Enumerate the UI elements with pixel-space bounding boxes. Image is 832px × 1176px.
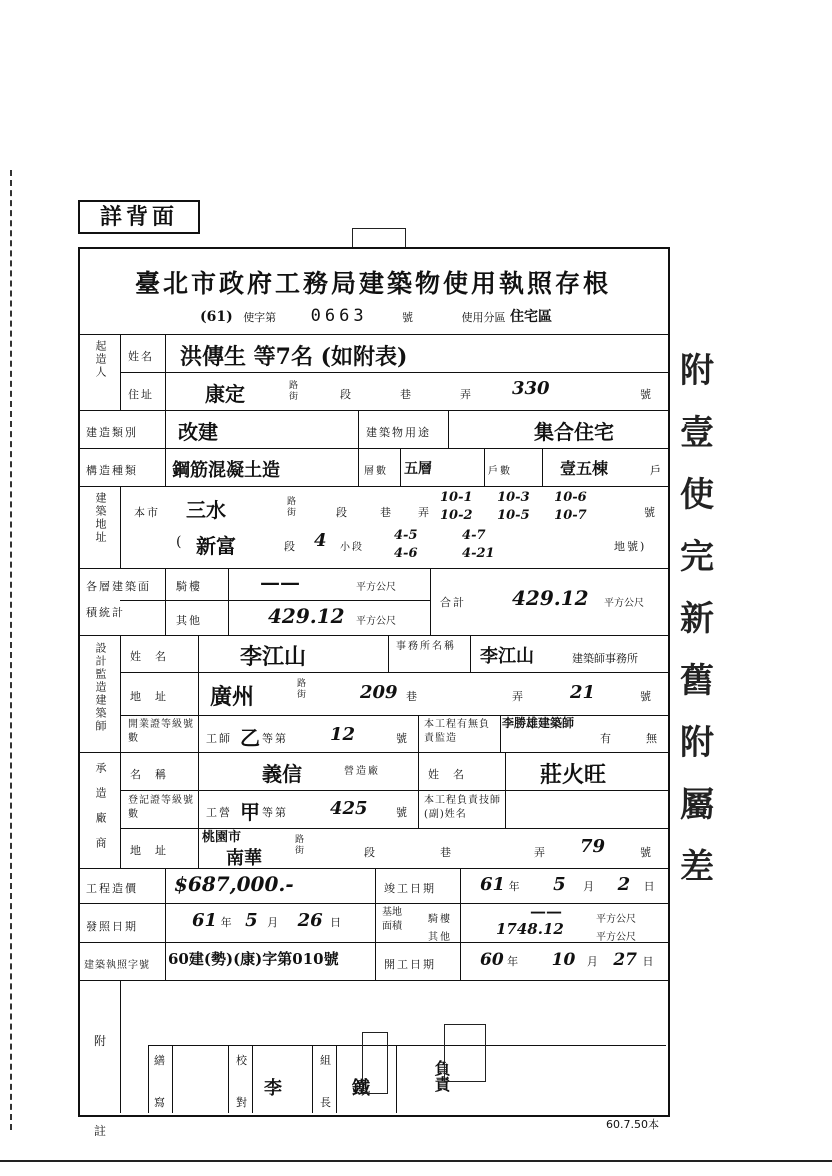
architect-addr-alley: 弄 bbox=[512, 690, 525, 703]
supervise-value: 有 bbox=[600, 732, 613, 745]
base-other-unit: 平方公尺 bbox=[596, 932, 636, 943]
sign-mark-3: 負責 bbox=[432, 1060, 451, 1092]
sign-label-3: 校 bbox=[236, 1054, 249, 1067]
contractor-reg-no: 425 bbox=[330, 798, 368, 819]
issue-month: 5 bbox=[245, 910, 258, 931]
contractor-name-label: 名稱 bbox=[130, 768, 180, 781]
category-label: 建造類別 bbox=[86, 426, 138, 439]
form-title: 臺北市政府工務局建築物使用執照存根 bbox=[134, 269, 611, 298]
site-lot-no: 4-21 bbox=[462, 546, 495, 561]
architect-reg-grade-label: 工師 bbox=[206, 732, 232, 745]
supervise-tail: 無 bbox=[646, 732, 659, 745]
architect-addr-lane-no: 209 bbox=[360, 682, 398, 703]
side-char: 新 bbox=[680, 599, 714, 639]
side-char: 使 bbox=[680, 475, 714, 515]
arcade-value: —— bbox=[260, 570, 300, 594]
seal-stamp bbox=[362, 1032, 388, 1094]
site-no: 10-5 bbox=[497, 508, 530, 523]
architect-addr-road-suffix: 路街 bbox=[295, 678, 305, 700]
site-lot-open: ( bbox=[176, 534, 184, 550]
builder-addr-sec: 段 bbox=[340, 388, 353, 401]
architect-name-label: 姓名 bbox=[130, 650, 180, 663]
permit-label: 建築執照字號 bbox=[84, 960, 150, 971]
builder-addr-hao: 號 bbox=[640, 388, 653, 401]
side-char: 屬 bbox=[680, 785, 714, 825]
site-city: 本市 bbox=[134, 506, 160, 519]
completion-day: 2 bbox=[617, 874, 631, 895]
floors-label: 層數 bbox=[364, 466, 388, 477]
site-label: 建築地址 bbox=[94, 492, 107, 544]
side-char: 附 bbox=[680, 723, 714, 763]
total-unit: 平方公尺 bbox=[604, 598, 644, 609]
office-label: 事務所名稱 bbox=[396, 641, 456, 652]
sign-label-4: 對 bbox=[236, 1096, 249, 1109]
contractor-addr-no: 79 bbox=[580, 836, 606, 857]
units-suffix: 戶 bbox=[650, 464, 663, 477]
issue-year: 61 bbox=[192, 910, 218, 931]
contractor-addr-road-suffix: 路街 bbox=[293, 834, 303, 856]
contractor-addr-lane: 巷 bbox=[440, 846, 453, 859]
use-label: 建築物用途 bbox=[366, 426, 431, 439]
base-arcade: —— bbox=[530, 902, 562, 921]
license-year: (61) bbox=[200, 309, 233, 325]
site-lots-row2 bbox=[394, 546, 495, 561]
issue-d: 日 bbox=[330, 916, 342, 929]
permit-value: 60建(勢)(康)字第010號 bbox=[168, 950, 339, 968]
architect-reg-label: 開業證等級號數 bbox=[128, 719, 194, 744]
architect-addr-hao: 號 bbox=[640, 690, 653, 703]
site-lot-sec: 段 bbox=[284, 540, 297, 553]
builder-group-label: 起造人 bbox=[94, 340, 107, 379]
builder-addr-road-suffix: 路街 bbox=[287, 380, 297, 402]
architect-addr-lane: 巷 bbox=[406, 690, 419, 703]
site-sec: 段 bbox=[336, 506, 349, 519]
license-number: 0663 bbox=[310, 306, 368, 326]
issue-y: 年 bbox=[220, 916, 232, 929]
site-nos-row1 bbox=[440, 490, 587, 505]
zone-label: 使用分區 bbox=[461, 311, 506, 324]
office-suffix: 建築師事務所 bbox=[572, 652, 638, 665]
sign-label-1: 繕 bbox=[154, 1054, 167, 1067]
other-label: 其他 bbox=[176, 614, 202, 627]
contractor-reg-prefix: 工營 bbox=[206, 806, 232, 819]
contractor-name: 義信 bbox=[262, 762, 302, 786]
other-value: 429.12 bbox=[268, 604, 345, 628]
start-date bbox=[470, 950, 654, 970]
architect-reg-hao: 號 bbox=[396, 732, 409, 745]
site-lot-close: 地號) bbox=[614, 540, 647, 553]
total-label: 合計 bbox=[440, 596, 466, 609]
start-day: 27 bbox=[613, 950, 638, 970]
side-text bbox=[680, 340, 720, 898]
site-road: 三水 bbox=[186, 498, 226, 522]
floor-area-group-label: 各層建築面積統計 bbox=[86, 580, 151, 619]
seal-stamp bbox=[444, 1024, 486, 1082]
site-no: 10-7 bbox=[554, 508, 587, 523]
sign-label-5: 組 bbox=[320, 1054, 333, 1067]
total-value: 429.12 bbox=[512, 586, 589, 610]
site-road-suffix: 路街 bbox=[285, 496, 295, 518]
sign-label-2: 寫 bbox=[154, 1096, 167, 1109]
structure-label: 構造種類 bbox=[86, 464, 138, 477]
issue-label: 發照日期 bbox=[86, 920, 138, 933]
contractor-addr-city: 桃園市 bbox=[202, 830, 242, 845]
completion-month: 5 bbox=[553, 874, 566, 895]
site-lot-no: 4-5 bbox=[394, 528, 418, 543]
start-label: 開工日期 bbox=[384, 958, 436, 971]
contractor-addr-label: 地址 bbox=[130, 844, 180, 857]
side-char: 完 bbox=[680, 537, 714, 577]
issue-m: 月 bbox=[267, 916, 279, 929]
contractor-person: 莊火旺 bbox=[540, 762, 607, 788]
floors-value: 五層 bbox=[404, 461, 432, 477]
sign-label-6: 長 bbox=[320, 1096, 333, 1109]
scan-edge-left bbox=[10, 170, 12, 1130]
top-stamp bbox=[352, 228, 406, 248]
structure-value: 鋼筋混凝土造 bbox=[172, 460, 280, 481]
architect-name: 李江山 bbox=[240, 644, 307, 670]
units-value: 壹五棟 bbox=[560, 459, 609, 478]
other-unit: 平方公尺 bbox=[356, 616, 396, 627]
architect-reg-no: 12 bbox=[330, 724, 356, 745]
footer-print: 60.7.50本 bbox=[606, 1118, 659, 1131]
architect-addr-no: 21 bbox=[570, 682, 596, 703]
builder-addr-label: 住址 bbox=[128, 388, 154, 401]
cost-value: $687,000.- bbox=[174, 872, 294, 896]
start-d: 日 bbox=[642, 955, 654, 968]
base-arcade-label: 騎樓 bbox=[428, 914, 452, 925]
contractor-tech-label: 本工程負責技師(副)姓名 bbox=[424, 795, 501, 820]
cost-label: 工程造價 bbox=[86, 882, 138, 895]
side-char: 差 bbox=[680, 847, 714, 887]
contractor-reg-grade: 甲 bbox=[240, 800, 260, 824]
site-lot-small-label: 小段 bbox=[340, 542, 364, 553]
completion-m: 月 bbox=[583, 880, 595, 893]
issue-day: 26 bbox=[297, 910, 323, 931]
sign-mark-1: 李 bbox=[264, 1078, 282, 1099]
contractor-addr-sec: 段 bbox=[364, 846, 377, 859]
completion-y: 年 bbox=[508, 880, 520, 893]
site-no: 10-2 bbox=[440, 508, 473, 523]
contractor-reg-label: 登記證等級號數 bbox=[128, 795, 194, 820]
contractor-reg-suffix: 等第 bbox=[262, 806, 288, 819]
completion-date bbox=[470, 874, 655, 895]
site-lot-no: 4-6 bbox=[394, 546, 418, 561]
architect-reg-grade-suffix: 等第 bbox=[262, 732, 288, 745]
contractor-addr-road: 南華 bbox=[226, 848, 262, 869]
site-lot-no: 4-7 bbox=[462, 528, 486, 543]
supervise-architect: 李勝雄建築師 bbox=[502, 716, 575, 730]
start-year: 60 bbox=[480, 950, 504, 970]
start-m: 月 bbox=[586, 955, 598, 968]
contractor-addr-hao: 號 bbox=[640, 846, 653, 859]
start-y: 年 bbox=[507, 955, 519, 968]
site-no: 10-1 bbox=[440, 490, 473, 505]
site-no: 10-6 bbox=[554, 490, 587, 505]
builder-name: 洪傳生 等7名 (如附表) bbox=[180, 344, 408, 370]
architect-addr-label: 地址 bbox=[130, 690, 180, 703]
site-lot-small: 4 bbox=[314, 530, 327, 551]
side-char: 壹 bbox=[680, 413, 714, 453]
units-label: 戶數 bbox=[488, 466, 512, 477]
side-char: 附 bbox=[680, 351, 714, 391]
contractor-name-suffix: 營造廠 bbox=[344, 766, 380, 777]
architect-group-label: 設計監造建築師 bbox=[94, 642, 107, 733]
license-prefix: 使字第 bbox=[243, 311, 277, 324]
issue-date bbox=[172, 910, 341, 931]
contractor-person-label: 姓名 bbox=[428, 768, 478, 781]
office-name: 李江山 bbox=[480, 646, 534, 667]
zone-value: 住宅區 bbox=[509, 309, 552, 325]
contractor-group-label: 承造廠商 bbox=[94, 762, 107, 862]
completion-label: 竣工日期 bbox=[384, 882, 436, 895]
category-value: 改建 bbox=[178, 420, 218, 444]
base-area-label: 基地面積 bbox=[382, 907, 402, 932]
site-nos-row2 bbox=[440, 508, 587, 523]
remarks-label: 附註 bbox=[94, 1034, 109, 1138]
builder-name-label: 姓名 bbox=[128, 350, 154, 363]
site-alley: 弄 bbox=[418, 506, 431, 519]
completion-year: 61 bbox=[480, 874, 506, 895]
sign-mark-2: 鐵 bbox=[352, 1078, 370, 1099]
completion-d: 日 bbox=[643, 880, 655, 893]
base-other-label: 其他 bbox=[428, 932, 452, 943]
base-other: 1748.12 bbox=[496, 920, 564, 938]
arcade-unit: 平方公尺 bbox=[356, 582, 396, 593]
architect-reg-grade: 乙 bbox=[240, 726, 260, 750]
builder-addr-alley: 弄 bbox=[460, 388, 473, 401]
site-no: 10-3 bbox=[497, 490, 530, 505]
builder-addr-lane: 巷 bbox=[400, 388, 413, 401]
site-hao: 號 bbox=[644, 506, 657, 519]
supervise-label: 本工程有無負責監造 bbox=[424, 719, 490, 744]
arcade-label: 騎樓 bbox=[176, 580, 202, 593]
base-arcade-unit: 平方公尺 bbox=[596, 914, 636, 925]
site-lots-row1 bbox=[394, 528, 486, 543]
header-tag: 詳背面 bbox=[78, 200, 200, 234]
license-suffix: 號 bbox=[402, 311, 414, 324]
start-month: 10 bbox=[551, 950, 576, 970]
builder-addr-no: 330 bbox=[512, 378, 550, 399]
side-char: 舊 bbox=[680, 661, 714, 701]
use-value: 集合住宅 bbox=[534, 420, 614, 444]
site-lane: 巷 bbox=[380, 506, 393, 519]
contractor-reg-hao: 號 bbox=[396, 806, 409, 819]
builder-addr-road: 康定 bbox=[205, 382, 245, 406]
scan-edge-bottom bbox=[0, 1160, 832, 1162]
architect-addr-road: 廣州 bbox=[210, 684, 255, 710]
license-line bbox=[200, 306, 552, 326]
site-lot-area: 新富 bbox=[196, 534, 236, 558]
contractor-addr-alley: 弄 bbox=[534, 846, 547, 859]
